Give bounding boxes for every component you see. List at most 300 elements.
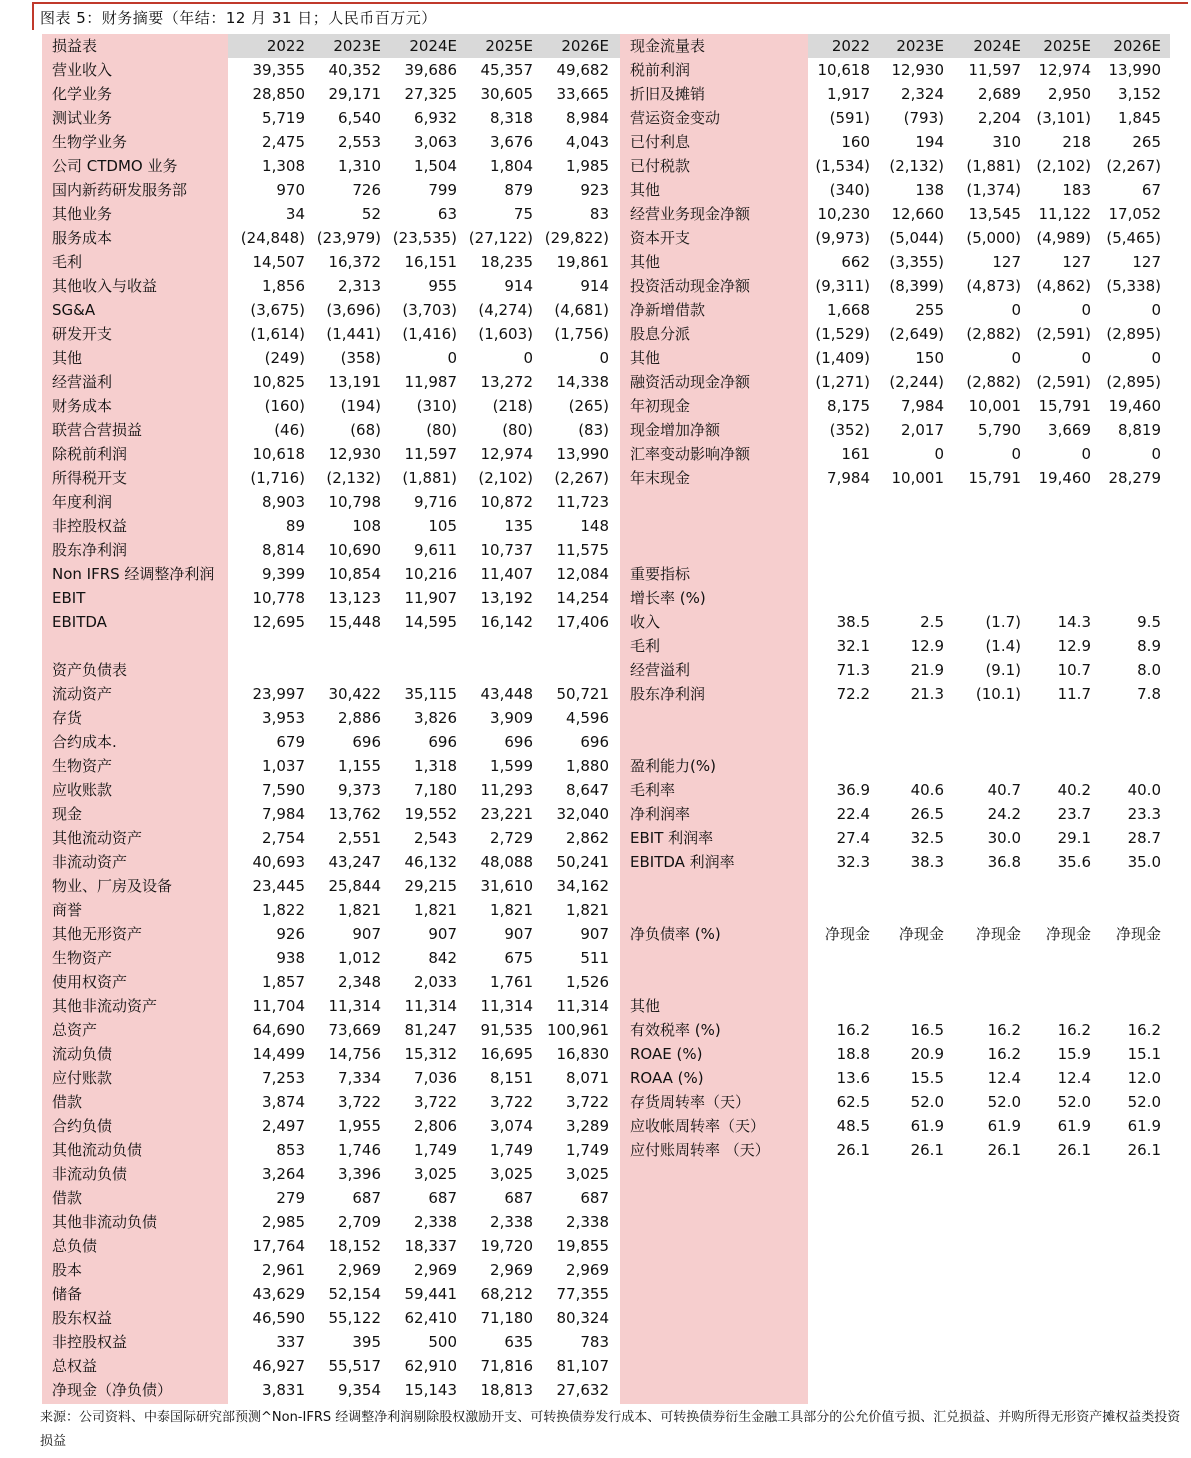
left-row-label: Non IFRS 经调整净利润 <box>52 565 215 583</box>
right-cell: 3,152 <box>1118 85 1161 103</box>
right-cell <box>1011 562 1091 586</box>
right-cell <box>1081 874 1161 898</box>
right-cell: 20.9 <box>910 1045 944 1063</box>
left-cell: 1,155 <box>338 757 381 775</box>
left-row-label: 其他非流动负债 <box>52 1213 158 1231</box>
left-cell: 8,071 <box>566 1069 609 1087</box>
left-cell: 842 <box>428 949 457 967</box>
left-cell: 2,806 <box>414 1117 457 1135</box>
right-cell: 52.0 <box>1127 1093 1161 1111</box>
right-cell: 27.4 <box>836 829 870 847</box>
right-cell <box>864 994 944 1018</box>
left-cell: 12,930 <box>328 445 381 463</box>
right-cell: 36.8 <box>987 853 1021 871</box>
right-row <box>0 682 1191 706</box>
right-cell: (793) <box>903 109 944 127</box>
right-row-label: EBIT 利润率 <box>630 829 714 847</box>
left-cell: 926 <box>276 925 305 943</box>
right-cell: 40.6 <box>910 781 944 799</box>
left-cell: (3,703) <box>402 301 457 319</box>
left-cell: 19,552 <box>404 805 457 823</box>
left-cell: 75 <box>513 205 533 223</box>
left-cell: 3,396 <box>338 1165 381 1183</box>
right-row-label: 其他 <box>630 349 661 367</box>
right-row <box>0 1042 1191 1066</box>
left-cell: 907 <box>428 925 457 943</box>
left-cell: 50,241 <box>556 853 609 871</box>
left-cell: 687 <box>428 1189 457 1207</box>
right-cell: 1,845 <box>1118 109 1161 127</box>
left-cell: 687 <box>504 1189 533 1207</box>
right-cell <box>941 994 1021 1018</box>
left-cell: 13,762 <box>328 805 381 823</box>
left-row <box>0 1282 1191 1306</box>
left-cell: 11,407 <box>480 565 533 583</box>
left-cell: 3,264 <box>262 1165 305 1183</box>
left-cell: (80) <box>502 421 533 439</box>
left-row-label: 其他流动负债 <box>52 1141 143 1159</box>
right-row-label: 股息分派 <box>630 325 691 343</box>
left-row-label: 流动负债 <box>52 1045 113 1063</box>
left-cell: 17,764 <box>252 1237 305 1255</box>
left-cell: 43,247 <box>328 853 381 871</box>
right-cell <box>1011 946 1091 970</box>
left-cell: 105 <box>428 517 457 535</box>
left-cell: 970 <box>276 181 305 199</box>
right-row <box>0 442 1191 466</box>
right-row <box>0 874 1191 898</box>
right-row-label: 融资活动现金净额 <box>630 373 751 391</box>
left-cell: 635 <box>504 1333 533 1351</box>
left-cell: 11,723 <box>556 493 609 511</box>
right-cell: (2,132) <box>889 157 944 175</box>
right-cell: (2,102) <box>1036 157 1091 175</box>
left-cell: 2023E <box>333 37 381 55</box>
left-row-label: 股东净利润 <box>52 541 128 559</box>
left-row-label: 流动资产 <box>52 685 113 703</box>
left-cell: (1,441) <box>326 325 381 343</box>
right-cell: 19,460 <box>1038 469 1091 487</box>
left-row-label: 所得税开支 <box>52 469 128 487</box>
left-cell: 33,665 <box>556 85 609 103</box>
right-cell: 2,324 <box>901 85 944 103</box>
left-cell: 11,314 <box>556 997 609 1015</box>
left-cell: 907 <box>580 925 609 943</box>
right-row-label: 毛利 <box>630 637 661 655</box>
left-cell: 696 <box>428 733 457 751</box>
right-cell: (591) <box>829 109 870 127</box>
left-cell: (1,881) <box>402 469 457 487</box>
left-row-label: 生物资产 <box>52 757 113 775</box>
left-cell: 2,969 <box>414 1261 457 1279</box>
left-cell: 9,373 <box>338 781 381 799</box>
right-cell <box>1081 994 1161 1018</box>
left-cell: 62,410 <box>404 1309 457 1327</box>
right-row <box>0 850 1191 874</box>
left-cell: 15,143 <box>404 1381 457 1399</box>
left-cell: 135 <box>504 517 533 535</box>
right-cell <box>790 490 870 514</box>
right-cell: 16.2 <box>987 1021 1021 1039</box>
left-cell: 675 <box>504 949 533 967</box>
right-cell: 26.5 <box>910 805 944 823</box>
right-cell: 662 <box>841 253 870 271</box>
right-row <box>0 178 1191 202</box>
left-cell: 13,123 <box>328 589 381 607</box>
right-cell <box>941 514 1021 538</box>
right-cell: 0 <box>934 445 944 463</box>
right-cell: (1,529) <box>815 325 870 343</box>
right-cell: 23.3 <box>1127 805 1161 823</box>
left-cell: 11,293 <box>480 781 533 799</box>
left-cell: (1,756) <box>554 325 609 343</box>
right-cell <box>790 970 870 994</box>
left-row-label: 应收账款 <box>52 781 113 799</box>
left-cell: 696 <box>504 733 533 751</box>
right-cell: 11,597 <box>968 61 1021 79</box>
left-cell: 15,312 <box>404 1045 457 1063</box>
right-cell <box>941 706 1021 730</box>
left-cell: 29,215 <box>404 877 457 895</box>
right-cell: 19,460 <box>1108 397 1161 415</box>
right-row <box>0 1138 1191 1162</box>
left-row-label: 其他收入与收益 <box>52 277 158 295</box>
right-cell: 150 <box>915 349 944 367</box>
right-cell: 22.4 <box>836 805 870 823</box>
left-cell: 9,716 <box>414 493 457 511</box>
right-cell: (9,973) <box>815 229 870 247</box>
right-cell: (1,534) <box>815 157 870 175</box>
left-cell: 89 <box>285 517 305 535</box>
right-cell: 24.2 <box>987 805 1021 823</box>
left-row-label: 商誉 <box>52 901 83 919</box>
left-cell: 34 <box>285 205 305 223</box>
right-row <box>0 82 1191 106</box>
right-row <box>0 922 1191 946</box>
left-cell: 2025E <box>485 37 533 55</box>
left-cell: 18,152 <box>328 1237 381 1255</box>
right-cell: 71.3 <box>836 661 870 679</box>
right-row <box>0 274 1191 298</box>
left-cell: 68,212 <box>480 1285 533 1303</box>
left-cell: 23,445 <box>252 877 305 895</box>
left-cell: 2,862 <box>566 829 609 847</box>
right-cell: 2,017 <box>901 421 944 439</box>
right-cell <box>1011 490 1091 514</box>
left-cell: 25,844 <box>328 877 381 895</box>
left-row-label: 营业收入 <box>52 61 113 79</box>
right-row-label: 存货周转率（天） <box>630 1093 751 1111</box>
left-cell: 10,872 <box>480 493 533 511</box>
right-cell <box>1081 898 1161 922</box>
right-cell <box>790 514 870 538</box>
right-row <box>0 226 1191 250</box>
right-cell: 29.1 <box>1057 829 1091 847</box>
right-row <box>0 370 1191 394</box>
right-cell <box>1081 946 1161 970</box>
left-row <box>0 1258 1191 1282</box>
right-row <box>0 1066 1191 1090</box>
right-cell: (2,895) <box>1106 373 1161 391</box>
right-cell <box>864 730 944 754</box>
left-cell: (2,132) <box>326 469 381 487</box>
left-cell: 39,355 <box>252 61 305 79</box>
right-cell: 67 <box>1141 181 1161 199</box>
right-cell: 12.9 <box>1057 637 1091 655</box>
right-cell: 8,819 <box>1118 421 1161 439</box>
right-cell: 1,917 <box>827 85 870 103</box>
left-cell: 687 <box>352 1189 381 1207</box>
left-cell: 32,040 <box>556 805 609 823</box>
right-row <box>0 106 1191 130</box>
left-row-label: 存货 <box>52 709 83 727</box>
left-cell: (265) <box>568 397 609 415</box>
right-cell: 净现金 <box>975 925 1021 943</box>
left-cell: 7,036 <box>414 1069 457 1087</box>
left-cell: 14,756 <box>328 1045 381 1063</box>
left-cell: 12,695 <box>252 613 305 631</box>
left-cell: (24,848) <box>240 229 305 247</box>
left-cell: 27,325 <box>404 85 457 103</box>
left-cell: 62,910 <box>404 1357 457 1375</box>
left-cell: 30,605 <box>480 85 533 103</box>
left-cell: 10,618 <box>252 445 305 463</box>
right-row-label: 收入 <box>630 613 661 631</box>
left-cell: 9,354 <box>338 1381 381 1399</box>
left-cell: 45,357 <box>480 61 533 79</box>
right-cell: (2,882) <box>966 373 1021 391</box>
left-row-label: 净现金（净负债） <box>52 1381 173 1399</box>
left-cell: 1,821 <box>414 901 457 919</box>
right-cell <box>864 970 944 994</box>
left-cell: 11,987 <box>404 373 457 391</box>
right-row-label: 毛利率 <box>630 781 676 799</box>
left-cell: 3,953 <box>262 709 305 727</box>
left-cell: 73,669 <box>328 1021 381 1039</box>
left-cell: 2,313 <box>338 277 381 295</box>
left-cell: 2,886 <box>338 709 381 727</box>
left-cell: 46,132 <box>404 853 457 871</box>
left-cell: 8,814 <box>262 541 305 559</box>
right-row <box>0 514 1191 538</box>
right-row <box>0 1090 1191 1114</box>
right-row-label: 营运资金变动 <box>630 109 721 127</box>
left-cell: 500 <box>428 1333 457 1351</box>
right-cell: 26.1 <box>1057 1141 1091 1159</box>
right-cell: (2,649) <box>889 325 944 343</box>
left-cell: 83 <box>589 205 609 223</box>
left-cell: 7,590 <box>262 781 305 799</box>
right-cell: 0 <box>1081 301 1091 319</box>
left-cell: (2,102) <box>478 469 533 487</box>
right-cell: 净现金 <box>898 925 944 943</box>
right-cell: 40.7 <box>987 781 1021 799</box>
right-cell: 35.6 <box>1057 853 1091 871</box>
right-row-label: 汇率变动影响净额 <box>630 445 751 463</box>
right-cell: 21.9 <box>910 661 944 679</box>
right-cell: (3,355) <box>889 253 944 271</box>
right-cell <box>864 874 944 898</box>
right-cell: 0 <box>1151 301 1161 319</box>
right-row <box>0 394 1191 418</box>
left-cell: 40,693 <box>252 853 305 871</box>
right-row-label: 其他 <box>630 181 661 199</box>
left-row <box>0 1306 1191 1330</box>
right-cell: (9,311) <box>815 277 870 295</box>
left-cell: 2022 <box>266 37 305 55</box>
left-cell: 6,932 <box>414 109 457 127</box>
left-cell: 52 <box>361 205 381 223</box>
right-row-label: 应收帐周转率（天） <box>630 1117 766 1135</box>
right-row-label: 年初现金 <box>630 397 691 415</box>
right-row <box>0 634 1191 658</box>
left-cell: 19,861 <box>556 253 609 271</box>
right-cell <box>1081 730 1161 754</box>
right-cell: 38.5 <box>836 613 870 631</box>
left-cell: 8,151 <box>490 1069 533 1087</box>
left-row <box>0 1378 1191 1402</box>
right-cell: 23.7 <box>1057 805 1091 823</box>
left-row-label: 股东权益 <box>52 1309 113 1327</box>
right-cell: 127 <box>1132 253 1161 271</box>
right-cell: (2,244) <box>889 373 944 391</box>
right-row-label: 其他 <box>630 253 661 271</box>
left-cell: 14,254 <box>556 589 609 607</box>
right-cell <box>864 754 944 778</box>
left-cell: 7,253 <box>262 1069 305 1087</box>
right-row-label: 增长率 (%) <box>630 589 706 607</box>
right-row <box>0 898 1191 922</box>
left-cell: 16,142 <box>480 613 533 631</box>
right-cell: 7,984 <box>827 469 870 487</box>
left-row <box>0 1210 1191 1234</box>
left-cell: 11,314 <box>328 997 381 1015</box>
right-cell <box>1011 706 1091 730</box>
left-cell: 1,821 <box>490 901 533 919</box>
left-row-label: 股本 <box>52 1261 83 1279</box>
right-cell: 61.9 <box>1057 1117 1091 1135</box>
left-cell: 13,191 <box>328 373 381 391</box>
right-cell: 10,001 <box>968 397 1021 415</box>
right-cell: 2024E <box>973 37 1021 55</box>
right-row-label: 净负债率 (%) <box>630 925 721 943</box>
right-cell: 1,668 <box>827 301 870 319</box>
left-cell: 55,517 <box>328 1357 381 1375</box>
right-cell: 265 <box>1132 133 1161 151</box>
left-cell: 3,063 <box>414 133 457 151</box>
right-cell: 0 <box>1151 445 1161 463</box>
left-cell: (249) <box>264 349 305 367</box>
right-cell: (2,882) <box>966 325 1021 343</box>
left-row-label: 测试业务 <box>52 109 113 127</box>
right-cell <box>864 562 944 586</box>
left-cell: (160) <box>264 397 305 415</box>
left-cell: (1,716) <box>250 469 305 487</box>
right-cell: 16.2 <box>987 1045 1021 1063</box>
left-cell: 18,337 <box>404 1237 457 1255</box>
right-cell: 10,230 <box>817 205 870 223</box>
right-cell: (1.7) <box>985 613 1021 631</box>
left-cell: 12,974 <box>480 445 533 463</box>
right-cell: 40.0 <box>1127 781 1161 799</box>
left-cell: 23,997 <box>252 685 305 703</box>
right-cell: 11,122 <box>1038 205 1091 223</box>
left-row-label: 借款 <box>52 1093 83 1111</box>
right-cell: 15.9 <box>1057 1045 1091 1063</box>
left-cell: 55,122 <box>328 1309 381 1327</box>
right-cell: (4,873) <box>966 277 1021 295</box>
right-cell: 183 <box>1062 181 1091 199</box>
right-row-label: 资本开支 <box>630 229 691 247</box>
right-cell: (2,895) <box>1106 325 1161 343</box>
right-cell: 2026E <box>1113 37 1161 55</box>
right-cell: 194 <box>915 133 944 151</box>
left-cell: 8,984 <box>566 109 609 127</box>
left-cell: 64,690 <box>252 1021 305 1039</box>
left-cell: (1,416) <box>402 325 457 343</box>
left-row-label: 其他流动资产 <box>52 829 143 847</box>
right-cell <box>1011 538 1091 562</box>
right-row <box>0 658 1191 682</box>
right-cell <box>1011 730 1091 754</box>
left-row-label: 公司 CTDMO 业务 <box>52 157 178 175</box>
left-cell: 10,737 <box>480 541 533 559</box>
left-cell: 43,448 <box>480 685 533 703</box>
left-row-label: 其他非流动资产 <box>52 997 158 1015</box>
right-cell <box>1011 970 1091 994</box>
right-cell: 10,618 <box>817 61 870 79</box>
right-cell: (5,465) <box>1106 229 1161 247</box>
right-cell: (1,271) <box>815 373 870 391</box>
left-cell: 11,575 <box>556 541 609 559</box>
left-cell: 8,647 <box>566 781 609 799</box>
left-row-label: 合约成本. <box>52 733 117 751</box>
left-cell: 955 <box>428 277 457 295</box>
left-cell: 11,704 <box>252 997 305 1015</box>
left-cell: 696 <box>580 733 609 751</box>
right-cell <box>941 970 1021 994</box>
right-cell <box>864 946 944 970</box>
left-cell: 6,540 <box>338 109 381 127</box>
right-cell: 61.9 <box>987 1117 1021 1135</box>
chart-title: 图表 5：财务摘要（年结：12 月 31 日；人民币百万元） <box>40 9 437 27</box>
right-cell: 52.0 <box>1057 1093 1091 1111</box>
right-cell <box>864 490 944 514</box>
left-row-label: 合约负债 <box>52 1117 113 1135</box>
left-cell: 2,497 <box>262 1117 305 1135</box>
left-cell: 879 <box>504 181 533 199</box>
right-cell <box>941 562 1021 586</box>
left-cell: 799 <box>428 181 457 199</box>
right-cell: 12.4 <box>1057 1069 1091 1087</box>
left-cell: 1,880 <box>566 757 609 775</box>
left-row-label: 国内新药研发服务部 <box>52 181 188 199</box>
left-cell: 696 <box>352 733 381 751</box>
right-cell: 40.2 <box>1057 781 1091 799</box>
right-cell: 30.0 <box>987 829 1021 847</box>
right-cell <box>790 730 870 754</box>
left-cell: 11,597 <box>404 445 457 463</box>
right-cell <box>1011 898 1091 922</box>
left-cell: (27,122) <box>468 229 533 247</box>
left-cell: 687 <box>580 1189 609 1207</box>
right-cell <box>1081 490 1161 514</box>
left-cell: 8,318 <box>490 109 533 127</box>
left-cell: 31,610 <box>480 877 533 895</box>
left-cell: 2,729 <box>490 829 533 847</box>
right-cell: 36.9 <box>836 781 870 799</box>
right-row-label: 经营业务现金净额 <box>630 205 751 223</box>
